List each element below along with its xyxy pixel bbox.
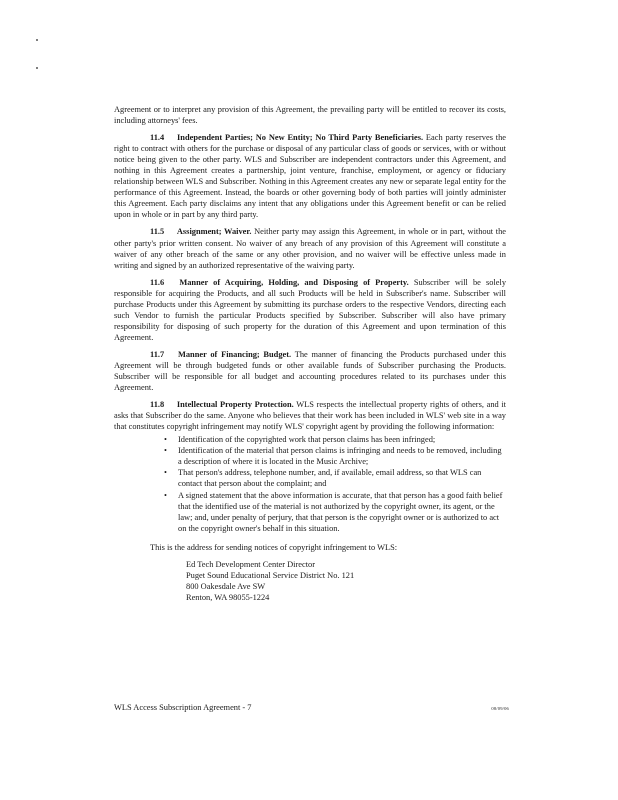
- address-line: 800 Oakesdale Ave SW: [186, 581, 266, 591]
- section-11-8: [114, 399, 506, 432]
- scan-speck: [36, 39, 38, 41]
- section-11-6: [114, 277, 506, 343]
- notice-line: This is the address for sending notices of copyright infringement to WLS:: [150, 542, 398, 552]
- section-number: 11.4: [150, 133, 165, 143]
- list-item: • Identification of the copyrighted work that person claims has been infringed;: [178, 434, 506, 445]
- section-body: Neither party may assign this Agreement, in whole or in part, without the other party's prior written consent. No waiver of any breach of any provision of this Agreement will constitute a waiver of any other breach of the same or any other provision, and no waiver will be effective unless made in writing and signed by an authorized representative of the waiving party.: [114, 227, 507, 270]
- section-heading: Intellectual Property Protection.: [176, 400, 294, 410]
- infringement-info-list: [114, 434, 506, 533]
- section-heading: Manner of Acquiring, Holding, and Disposing of Property.: [179, 277, 409, 287]
- list-item: • A signed statement that the above information is accurate, that that person has a good faith belief that the identified use of the material is not authorized by the copyright owner, its agent, or the law; and, under penalty of perjury, that that person is the copyright owner or is authorized to act on the copyright owner's behalf in this situation.: [178, 490, 506, 534]
- section-11-7: [114, 349, 506, 393]
- address-line: Renton, WA 98055-1224: [186, 592, 270, 602]
- address-line: Ed Tech Development Center Director: [186, 559, 316, 569]
- page-footer: [114, 703, 509, 712]
- section-number: 11.8: [150, 400, 165, 410]
- intro-paragraph: Agreement or to interpret any provision of this Agreement, the prevailing party will be entitled to recover its costs, including attorneys' fees.: [114, 105, 506, 126]
- footer-date-code: 08/09/06: [491, 706, 509, 711]
- section-body: WLS respects the intellectual property rights of others, and it asks that Subscriber do the same. Anyone who believes that their work has been included in WLS' web site in a way that constitutes copyright infringement may notify WLS' copyright agent by providing the following information:: [114, 400, 507, 432]
- list-item: • Identification of the material that person claims is infringing and needs to be removed, including a description of where it is located in the Music Archive;: [178, 445, 506, 467]
- section-11-4: [114, 132, 506, 220]
- section-body: Each party reserves the right to contract with others for the purchase or disposal of any particular class of goods or services, with or without notice being given to the other party. WLS and Subscriber are independent contractors under this Agreement, and nothing in this Agreement creates a partnership, joint venture, franchise, employment, or agency or fiduciary relationship between WLS and Subscriber. Nothing in this Agreement creates any new or separate legal entity for the performance of this Agreement. Instead, the boards or other governing body of both parties will jointly administer this Agreement. Each party disclaims any intent that any obligations under this Agreement benefit or can be relied upon in whole or in part by any third party.: [114, 133, 507, 220]
- section-body: Subscriber will be solely responsible for acquiring the Products, and all such Products will be held in Subscriber's name. Subscriber will purchase Products under this Agreement by submitting its purchase orders to the respective Vendors, directing each such Vendor to furnish the particular Products specified by Subscriber. Subscriber will also have primary responsibility for disposing of such property for the duration of this Agreement and upon termination of this Agreement.: [114, 277, 507, 342]
- section-heading: Manner of Financing; Budget.: [177, 349, 292, 359]
- section-heading: Assignment; Waiver.: [176, 227, 252, 237]
- address-line: Puget Sound Educational Service District No. 121: [186, 570, 355, 580]
- section-number: 11.5: [150, 227, 165, 237]
- list-item: • That person's address, telephone number, and, if available, email address, so that WLS can contact that person about the complaint; and: [178, 467, 506, 489]
- footer-title: WLS Access Subscription Agreement - 7: [114, 703, 252, 712]
- section-number: 11.6: [150, 277, 165, 287]
- section-heading: Independent Parties; No New Entity; No Third Party Beneficiaries.: [177, 133, 424, 143]
- section-number: 11.7: [150, 349, 165, 359]
- copyright-agent-address: [186, 559, 506, 603]
- document-body: [114, 104, 506, 603]
- section-body: The manner of financing the Products purchased under this Agreement will be through budgeted funds or other available funds of Subscriber purchasing the Products. Subscriber will be responsible for all budget and accounting procedures related to its purchases under this Agreement.: [114, 349, 506, 393]
- scan-speck: [36, 67, 38, 69]
- section-11-5: [114, 226, 506, 270]
